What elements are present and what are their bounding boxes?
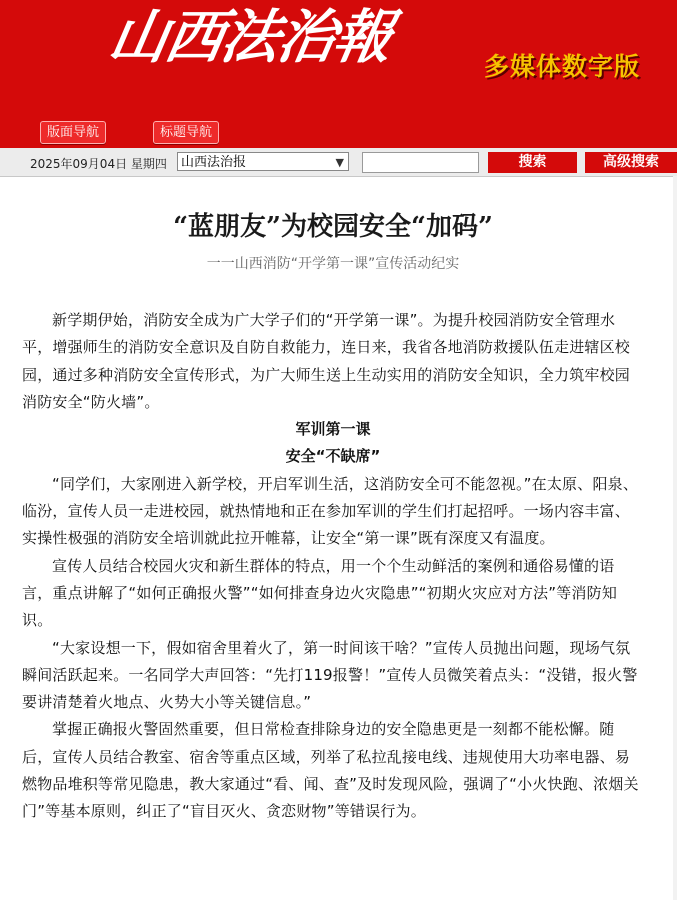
date-text: 2025年09月04日: [30, 157, 128, 171]
article-body: [22, 307, 644, 826]
section-subheading: 安全“不缺席”: [285, 447, 381, 466]
weekday-text: 星期四: [130, 157, 167, 171]
title-nav-button[interactable]: 标题导航: [153, 121, 219, 144]
body-paragraph: “大家设想一下，假如宿舍里着火了，第一时间该干啥？”宣传人员抛出问题，现场气氛瞬间活跃起来。一名同学大声回答：“先打119报警！”宣传人员微笑着点头：“没错，报火警要讲清楚着火地点、火势大小等关键信息。”: [22, 638, 638, 712]
paper-select-value: 山西法治报: [181, 155, 247, 170]
paper-select[interactable]: [177, 152, 349, 171]
body-paragraph: “同学们，大家刚进入新学校，开启军训生活，这消防安全可不能忽视。”在太原、阳泉、临汾，宣传人员一走进校园，就热情地和正在参加军训的学生们打起招呼。一场内容丰富、实操性极强的消防安全培训就此拉开帷幕，让安全“第一课”既有深度又有温度。: [22, 474, 639, 548]
body-paragraph: 掌握正确报火警固然重要，但日常检查排除身边的安全隐患更是一刻都不能松懈。随后，宣传人员结合教室、宿舍等重点区域，列举了私拉乱接电线、违规使用大功率电器、易燃物品堆积等常见隐患，教大家通过“看、闻、查”及时发现风险，强调了“小火快跑、浓烟关门”等基本原则，纠正了“盲目灭火、贪恋财物”等错误行为。: [22, 720, 639, 821]
article: [22, 176, 644, 826]
section-heading: 军训第一课: [295, 420, 371, 439]
page-nav-button[interactable]: 版面导航: [40, 121, 106, 144]
newspaper-logo: 山西法治報: [104, 3, 397, 71]
chevron-down-icon: ▼: [335, 156, 344, 169]
search-input[interactable]: [362, 152, 479, 173]
article-title: “蓝朋友”为校园安全“加码”: [173, 212, 493, 242]
advanced-search-button[interactable]: 高级搜索: [585, 152, 677, 173]
issue-date: [30, 155, 167, 172]
body-paragraph: 宣传人员结合校园火灾和新生群体的特点，用一个个生动鲜活的案例和通俗易懂的语言，重点讲解了“如何正确报火警”“如何排查身边火灾隐患”“初期火灾应对方法”等消防知识。: [22, 556, 618, 630]
masthead: [0, 0, 677, 148]
article-subtitle: 一一山西消防“开学第一课”宣传活动纪实: [206, 256, 460, 272]
search-button[interactable]: 搜索: [488, 152, 577, 173]
edition-label: 多媒体数字版: [484, 52, 641, 81]
intro-paragraph: 新学期伊始，消防安全成为广大学子们的“开学第一课”。为提升校园消防安全管理水平，增强师生的消防安全意识及自防自救能力，连日来，我省各地消防救援队伍走进辖区校园，通过多种消防安全宣传形式，为广大师生送上生动实用的消防安全知识，全力筑牢校园消防安全“防火墙”。: [22, 311, 631, 411]
scrollbar[interactable]: [673, 176, 677, 900]
search-toolbar: [0, 148, 677, 177]
